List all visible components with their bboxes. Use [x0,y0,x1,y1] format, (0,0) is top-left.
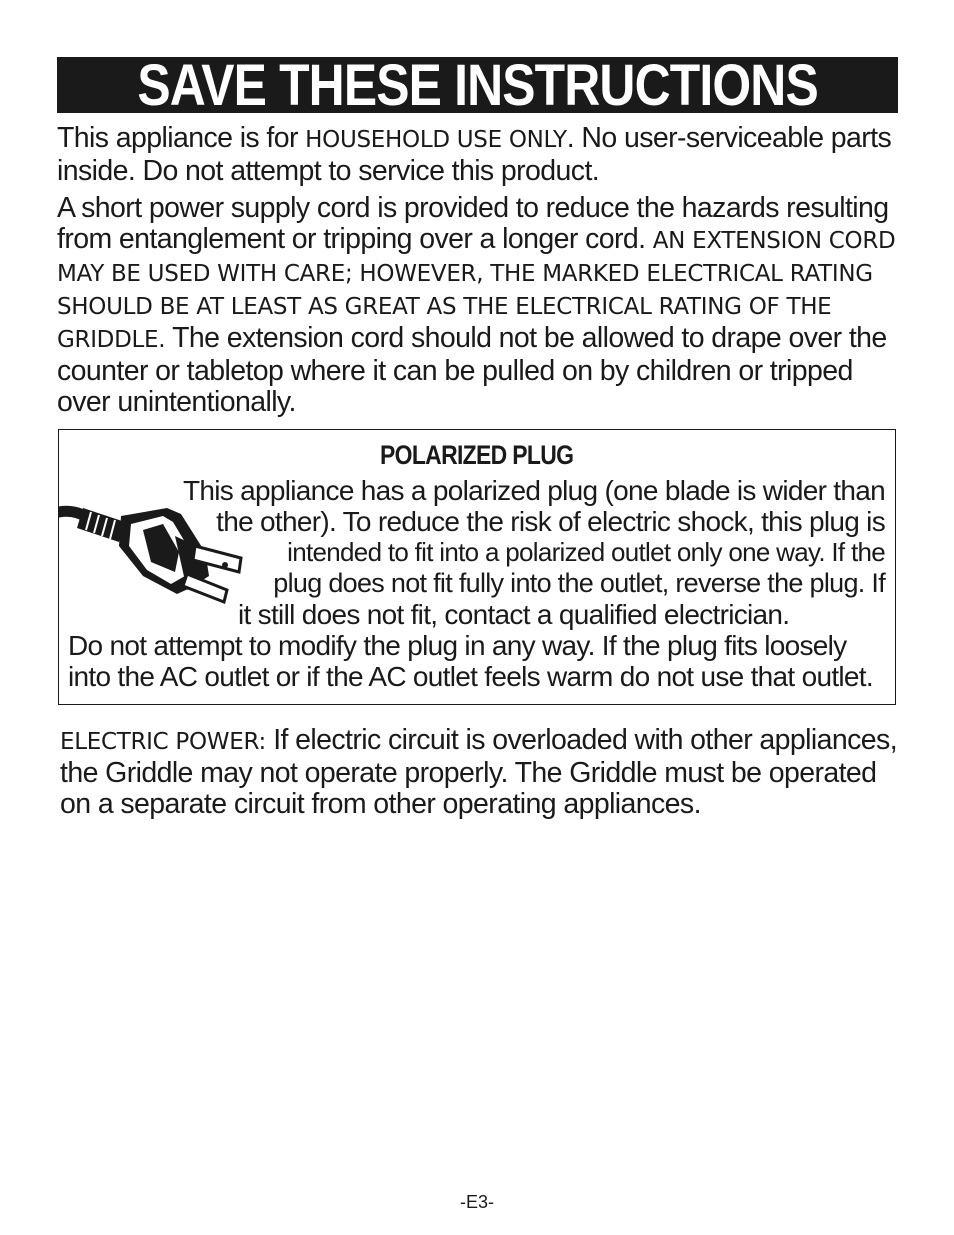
page-title-text: SAVE THESE INSTRUCTIONS [137,52,818,118]
polarized-plug-line-3: intended to fit into a polarized outlet only one way. If the [287,537,885,567]
electric-power-text: If electric circuit is overloaded with other appliances, the Griddle may not operate properly. The Griddle must be operated on a separate circuit from other operating appliances. [60,724,898,820]
polarized-plug-modify-warning: Do not attempt to modify the plug in any way. If the plug fits loosely into the AC outlet or if the AC outlet feels warm do not use that outlet. [68,630,873,692]
page-title [57,52,898,118]
household-use-emphasis: HOUSEHOLD USE ONLY [305,127,567,153]
extension-cord-warning: AN EXTENSION CORD MAY BE USED WITH CARE; HOWEVER, THE MARKED ELECTRICAL RATING SHOULD BE AT LEAST AS GREAT AS THE ELECTRICAL RATING OF THE GRIDDLE. [57,228,896,353]
household-use-text-end: . No user-serviceable parts inside. Do not attempt to service this product. [57,122,892,187]
household-use-text: This appliance is for [57,122,306,154]
polarized-plug-line-4: plug does not fit fully into the outlet, reverse the plug. If [273,568,885,598]
page-number: -E3- [459,1192,494,1212]
extension-cord-text: A short power supply cord is provided to reduce the hazards resulting from entanglement or tripping over a longer cord. [57,192,889,255]
electric-power-paragraph [60,725,905,820]
polarized-plug-line-5: it still does not fit, contact a qualified electrician. [238,599,790,630]
polarized-plug-heading [59,440,895,471]
polarized-plug-line-2: the other). To reduce the risk of electric shock, this plug is [216,506,885,537]
extension-cord-paragraph [57,193,902,418]
extension-cord-text-end: The extension cord should not be allowed to drape over the counter or tabletop where it can be pulled on by children or tripped over unintentionally. [57,322,887,418]
polarized-plug-heading-text: POLARIZED PLUG [380,440,574,470]
polarized-plug-box [58,429,896,705]
polarized-plug-line-1: This appliance has a polarized plug (one blade is wider than [182,475,885,506]
electric-power-label: ELECTRIC POWER: [60,729,266,755]
household-use-paragraph [57,123,902,187]
